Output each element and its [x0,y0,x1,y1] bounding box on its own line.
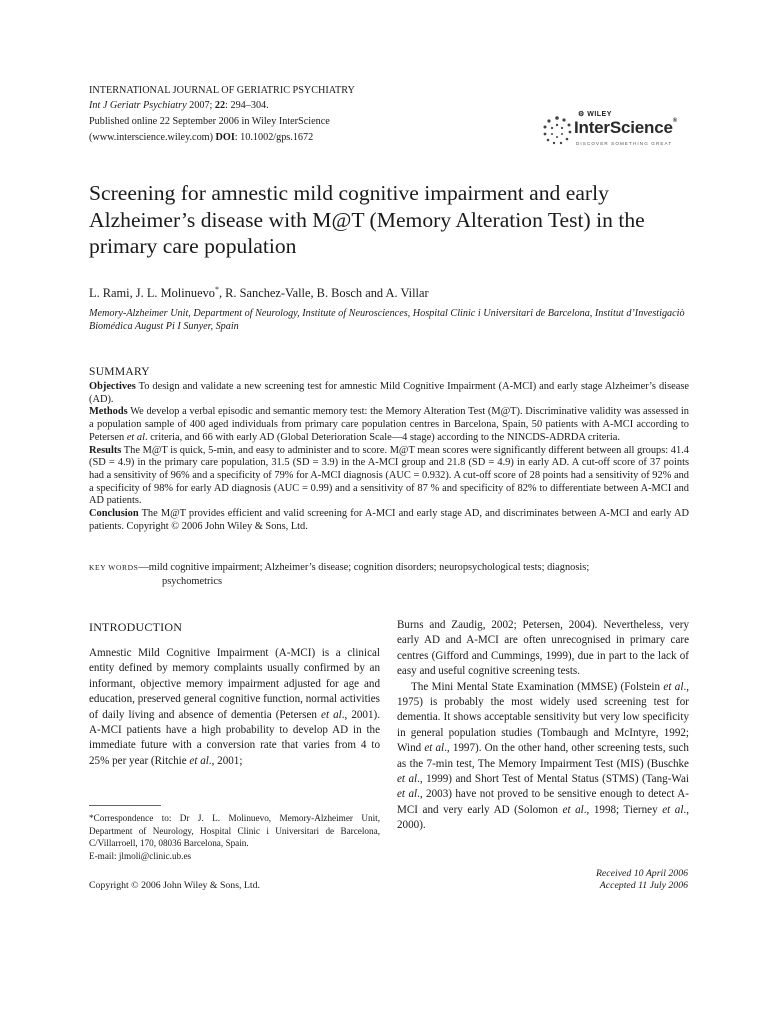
citation-abbrev: Int J Geriatr Psychiatry [89,100,187,111]
doi-line [89,130,313,145]
keywords-label: KEY WORDS [89,563,139,572]
citation-volume: 22 [214,100,226,111]
interscience-swirl-icon [540,114,574,148]
citation-year: 2007; [186,100,215,111]
keywords [89,561,689,588]
introduction-heading: INTRODUCTION [89,620,183,634]
corresponding-author-mark: * [214,285,219,294]
summary-heading: SUMMARY [89,366,150,378]
intro-right-column [397,618,689,834]
received-date: Received 10 April 2006 [595,868,688,879]
citation-pages: : 294–304. [225,100,269,111]
author-list: L. Rami, J. L. Molinuevo*, R. Sanchez-Valle, B. Bosch and A. Villar [89,285,429,301]
intro-paragraph: Amnestic Mild Cognitive Impairment (A-MCI) is a clinical entity defined by memory complaints usually confirmed by an informant, objective memory impairment adjusted for age and education, preserved general cognitive function, normal activities of daily living and absence of dementia (Petersen et al., 2001). A-MCI patients have a high probability to develop AD in the immediate future with a conversion rate that varies from 4 to 25% per year (Ritchie et al., 2001; [89,647,380,767]
article-title: Screening for amnestic mild cognitive impairment and early Alzheimer’s disease with M@T (Memory Alteration Test) in the primary care population [89,181,645,258]
doi-label: DOI [215,132,235,143]
summary-objectives: Objectives To design and validate a new screening test for amnestic Mild Cognitive Impairment (A-MCI) and early stage Alzheimer’s disease (AD). [89,381,689,405]
summary-body [89,381,689,533]
accepted-date: Accepted 11 July 2006 [599,880,688,891]
correspondence-text: *Correspondence to: Dr J. L. Molinuevo, Memory-Alzheimer Unit, Department of Neurology, Hospital Clinic i Universitari de Barcelona, C/Villarroell, 170, 08036 Barcelona, Spain. [89,813,380,849]
logo-tagline: DISCOVER SOMETHING GREAT [576,141,673,146]
copyright-notice: Copyright © 2006 John Wiley & Sons, Ltd. [89,880,260,891]
intro-paragraph-mmse: The Mini Mental State Examination (MMSE) (Folstein et al., 1975) is probably the most widely used screening test for dementia. It shows acceptable sensitivity but very low specificity in general population studies (Tombaugh and McIntyre, 1992; Wind et al., 1997). On the other hand, other screening tests, such as the 7-min test, The Memory Impairment Test (MIS) (Buschke et al., 1999) and Short Test of Mental Status (STMS) (Tang-Wai et al., 2003) have not proved to be sensitive enough to detect A-MCI and very early AD (Solomon et al., 1998; Tierney et al., 2000). [397,680,689,832]
published-line: Published online 22 September 2006 in Wiley InterScience [89,116,330,127]
interscience-wordmark: InterScience® [574,118,677,137]
footnote-rule [89,805,161,806]
correspondence-footnote [89,812,380,862]
author-affiliation: Memory-Alzheimer Unit, Department of Neurology, Institute of Neurosciences, Hospital Clinic i Universitari de Barcelona, Institut d’Investigaciò Biomédica August Pi I Sunyer, Spain [89,308,685,332]
journal-name: INTERNATIONAL JOURNAL OF GERIATRIC PSYCHIATRY [89,85,355,96]
received-dates [596,868,688,892]
intro-paragraph-cont: Burns and Zaudig, 2002; Petersen, 2004). Nevertheless, very early AD and A-MCI are often unrecognised in primary care centres (Gifford and Cummings, 1999), due in part to the lack of easy and useful cognitive screening tests. [397,619,689,678]
doi-value[interactable]: : 10.1002/gps.1672 [234,132,314,143]
intro-left-column [89,646,380,769]
keywords-text: —mild cognitive impairment; Alzheimer’s disease; cognition disorders; neuropsychological tests; diagnosis; [138,562,590,573]
summary-results: Results The M@T is quick, 5-min, and easy to administer and to score. M@T mean scores were significantly different between all groups: 41.4 (SD = 4.9) in the primary care population, 31.5 (SD = 3.9) in the A-MCI group and 21.8 (SD = 4.9) in early AD. A cut-off score of 37 points had a sensitivity of 96% and a specificity of 79% for A-MCI diagnosis (AUC = 0.932). A cut-off score of 28 points had a sensitivity of 92% and a specificity of 98% for early AD diagnosis (AUC = 0.99) and a sensitivity of 87 % and specificity of 82% to differentiate between A-MCI and AD patients. [89,444,689,507]
wiley-interscience-logo [540,108,690,160]
citation-line [89,98,269,113]
correspondence-email[interactable]: E-mail: jlmoli@clinic.ub.es [89,850,192,861]
wiley-wordmark: ⚙ WILEY [578,111,612,118]
summary-methods: Methods We develop a verbal episodic and semantic memory test: the Memory Alteration Test (M@T). Discriminative validity was assessed in a population sample of 400 aged individuals from primary care population centres in Barcelona, Spain, 50 patients with A-MCI according to Petersen et al. criteria, and 66 with early AD (Global Deterioration Scale—4 stage) according to the NINCDS-ADRDA criteria. [89,406,689,443]
interscience-url[interactable]: (www.interscience.wiley.com) [89,132,216,143]
keywords-text-cont: psychometrics [162,575,223,587]
summary-conclusion: Conclusion The M@T provides efficient and valid screening for A-MCI and early stage AD, and discriminates between A-MCI and early AD patients. Copyright © 2006 John Wiley & Sons, Ltd. [89,508,689,532]
